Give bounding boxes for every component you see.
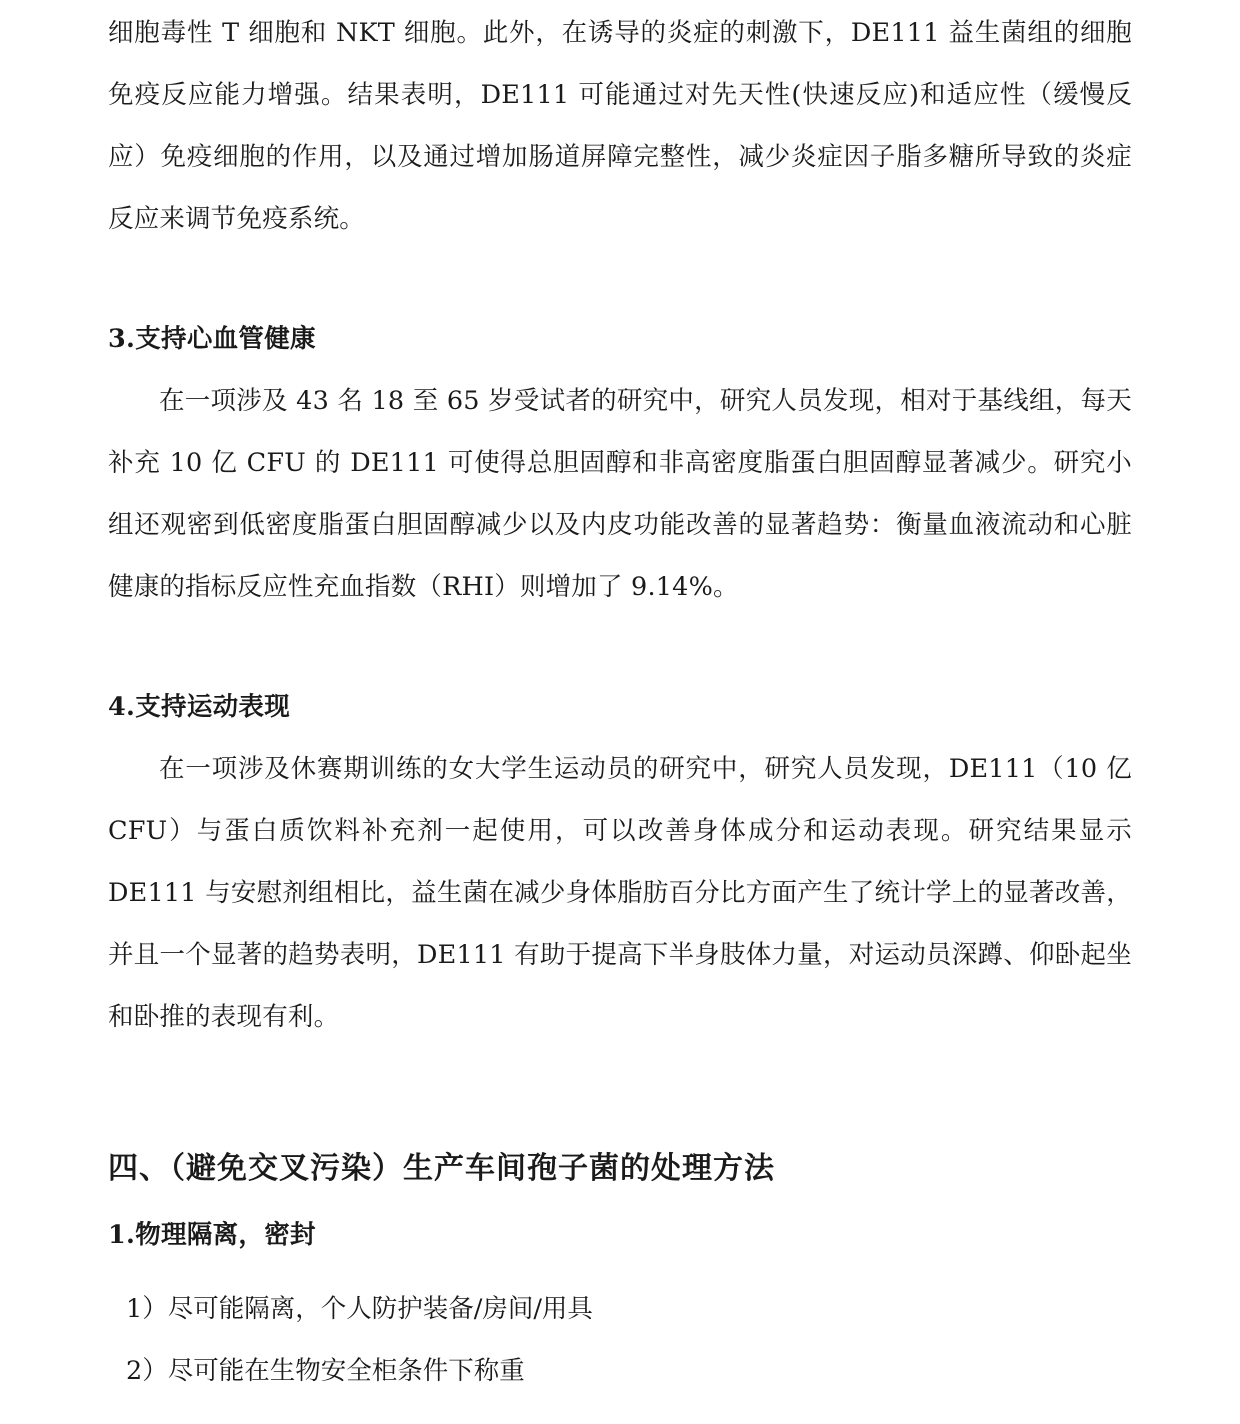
section-exercise — [108, 676, 1132, 1048]
section-heading-cardiovascular: 3.支持心血管健康 — [108, 324, 316, 354]
chapter-four — [108, 1134, 1132, 1402]
section-cardiovascular — [108, 308, 1132, 618]
spacer — [108, 1048, 1132, 1134]
section-heading-exercise: 4.支持运动表现 — [108, 692, 291, 722]
intro-paragraph-block — [108, 0, 1132, 250]
section-body-cardiovascular: 在一项涉及 43 名 18 至 65 岁受试者的研究中，研究人员发现，相对于基线组，每天补充 10 亿 CFU 的 DE111 可使得总胆固醇和非高密度脂蛋白胆固醇显著减少。研究小组还观密到低密度脂蛋白胆固醇减少以及内皮功能改善的显著趋势：衡量血液流动和心脏健康的指标反应性充血指数（RHI）则增加了 9.14%。 — [108, 386, 1132, 602]
spacer — [108, 250, 1132, 308]
list-item: 2）尽可能在生物安全柜条件下称重 — [126, 1356, 525, 1386]
spacer — [108, 618, 1132, 676]
spacer — [108, 1266, 1132, 1278]
chapter-title: 四、（避免交叉污染）生产车间孢子菌的处理方法 — [108, 1151, 775, 1186]
list-item: 1）尽可能隔离，个人防护装备/房间/用具 — [126, 1294, 593, 1324]
section-body-exercise: 在一项涉及休赛期训练的女大学生运动员的研究中，研究人员发现，DE111（10 亿 CFU）与蛋白质饮料补充剂一起使用，可以改善身体成分和运动表现。研究结果显示 DE111 与安慰剂组相比，益生菌在减少身体脂肪百分比方面产生了统计学上的显著改善，并且一个显著的趋势表明，DE111 有助于提高下半身肢体力量，对运动员深蹲、仰卧起坐和卧推的表现有利。 — [108, 754, 1132, 1032]
chapter-subheading: 1.物理隔离，密封 — [108, 1220, 316, 1250]
paragraph-intro-continued: 细胞毒性 T 细胞和 NKT 细胞。此外，在诱导的炎症的刺激下，DE111 益生菌组的细胞免疫反应能力增强。结果表明，DE111 可能通过对先天性(快速反应)和适应性（缓慢反应）免疫细胞的作用，以及通过增加肠道屏障完整性，减少炎症因子脂多糖所导致的炎症反应来调节免疫系统。 — [108, 18, 1132, 234]
